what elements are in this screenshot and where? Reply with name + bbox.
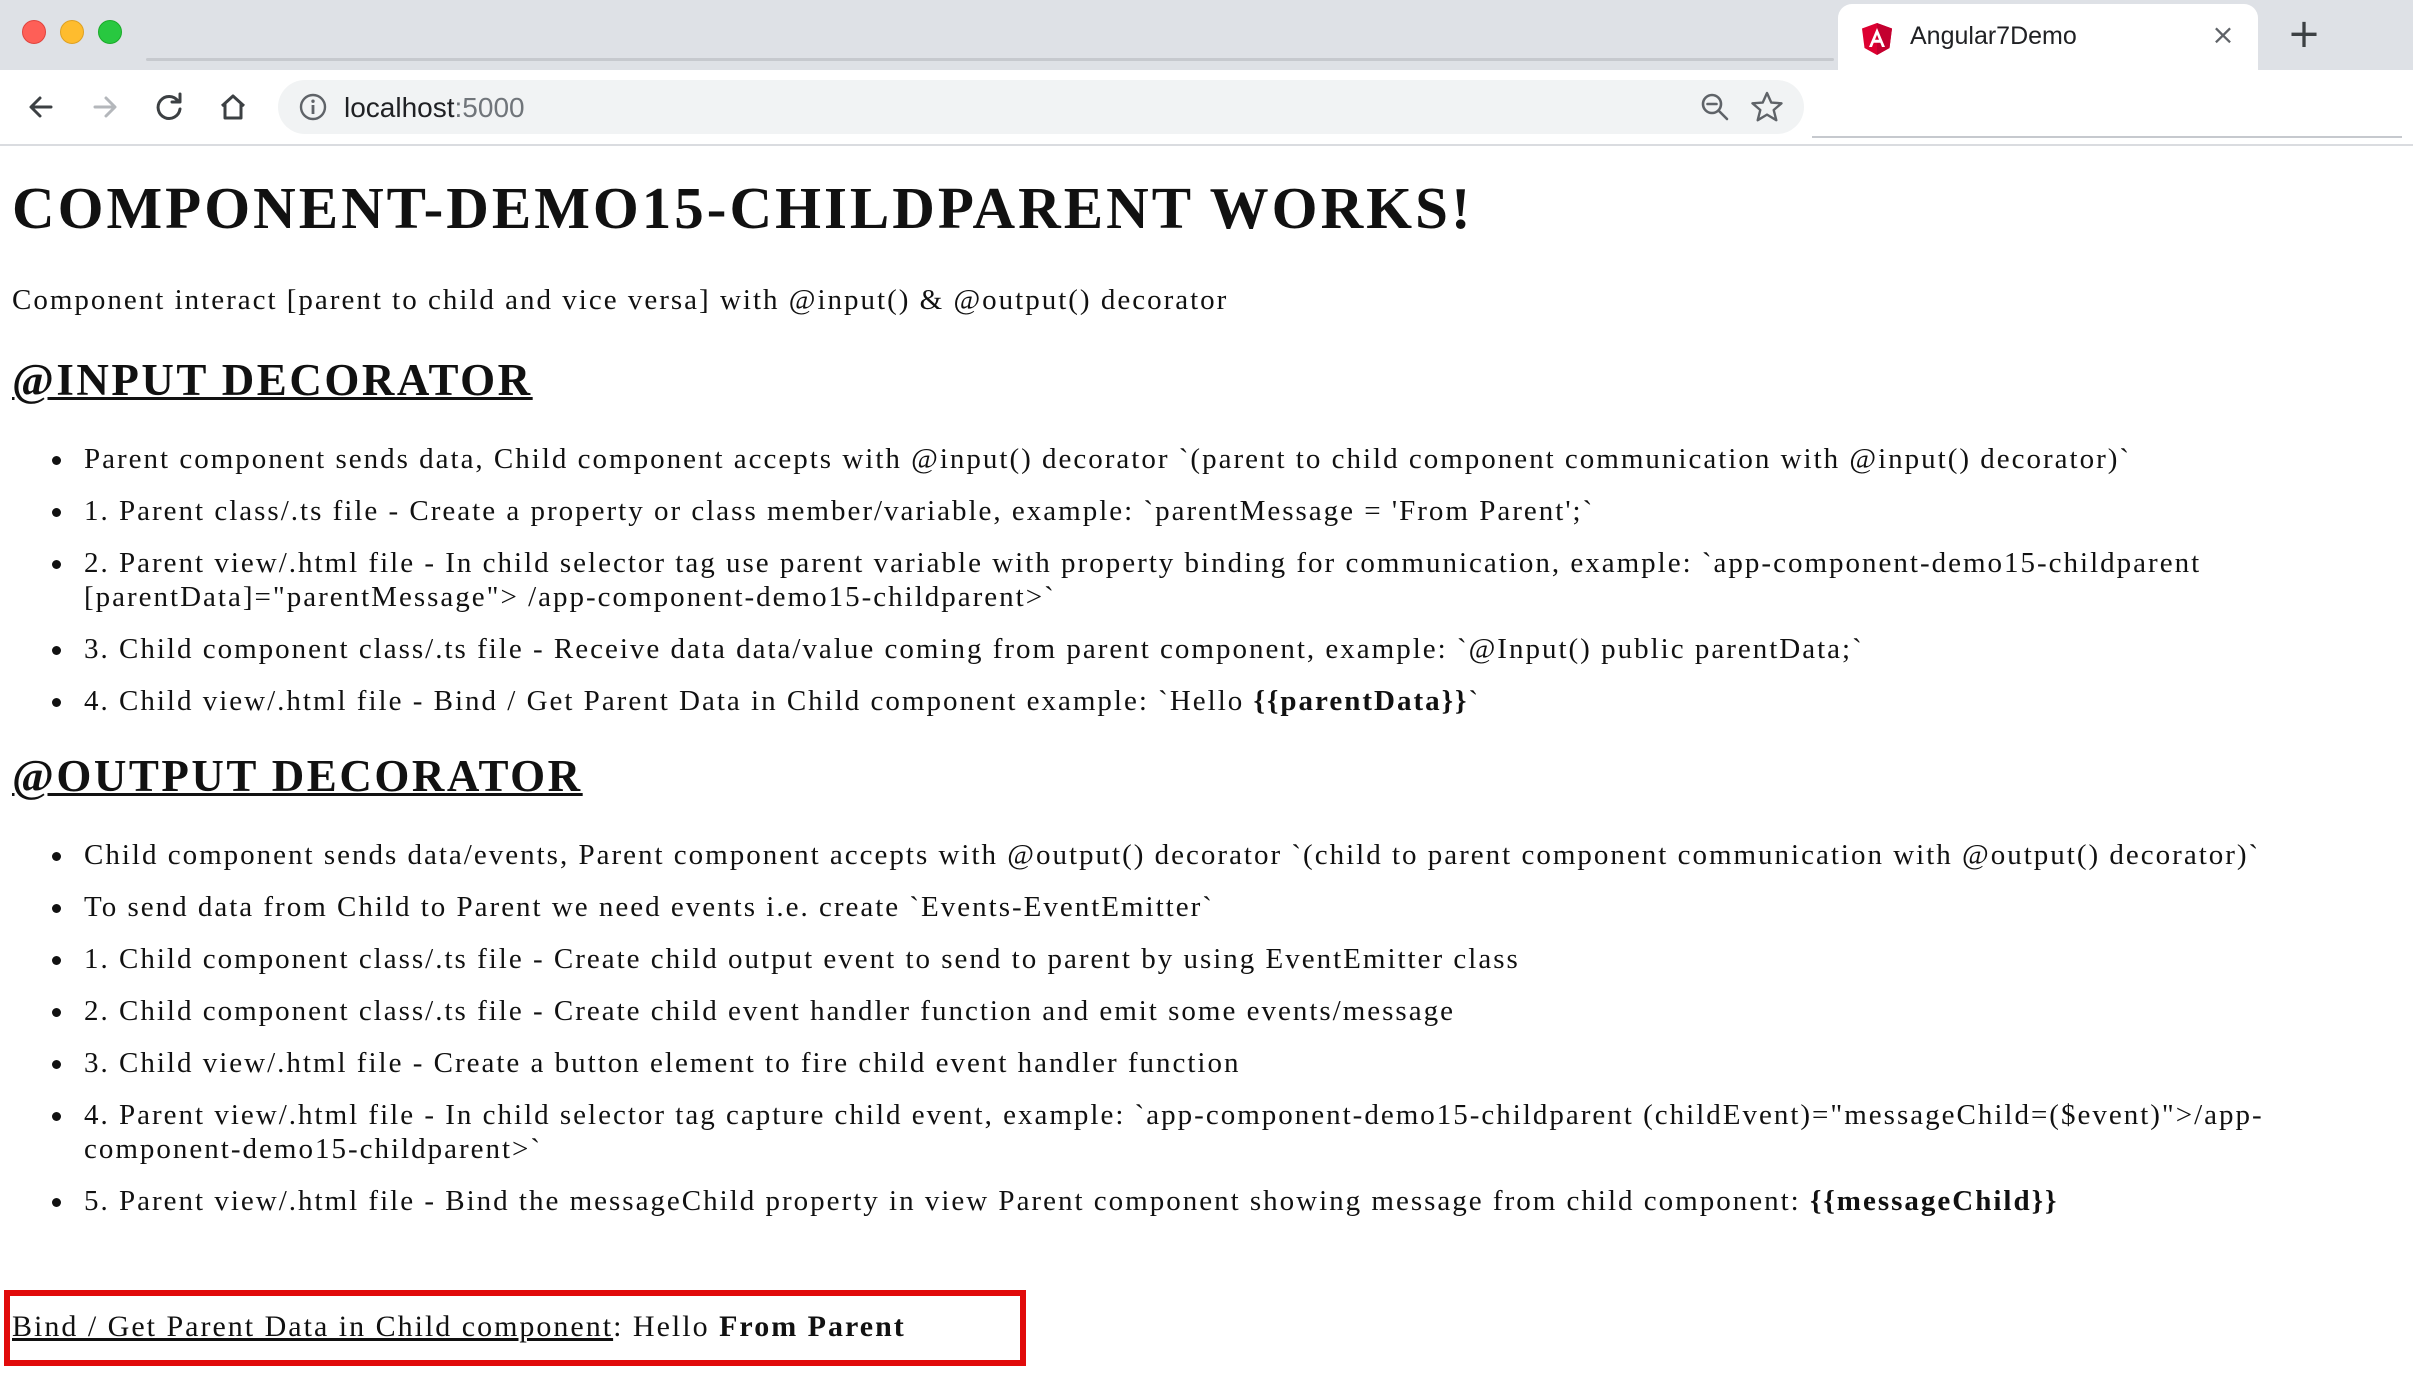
list-item-text: 1. Child component class/.ts file - Create child output event to send to parent by using EventEmitter class	[84, 943, 1520, 975]
list-item-text: 2. Parent view/.html file - In child selector tag use parent variable with property binding for communication, example: `app-component-demo15-childparent [parentData]="parentMessage"> /app-component-demo15-childparent>`	[84, 547, 2202, 613]
tab-strip-divider	[146, 58, 1834, 61]
page-title: COMPONENT-DEMO15-CHILDPARENT WORKS!	[12, 175, 1474, 241]
bullet-icon	[52, 852, 61, 861]
list-item-text: To send data from Child to Parent we need events i.e. create `Events-EventEmitter`	[84, 891, 1214, 923]
list-item	[48, 1098, 2403, 1166]
window-minimize-button[interactable]	[60, 20, 84, 44]
list-item-text: 4. Parent view/.html file - In child selector tag capture child event, example: `app-component-demo15-childparent (childEvent)="messageChild=($event)">/app-component-demo15-childparent>`	[84, 1099, 2264, 1165]
result-separator: : Hello	[613, 1310, 720, 1343]
list-item-text: 3. Child view/.html file - Create a button element to fire child event handler function	[84, 1047, 1241, 1079]
message-child-binding: {{messageChild}}	[1809, 1185, 2059, 1217]
new-tab-button[interactable]: +	[2287, 11, 2321, 57]
tab-title: Angular7Demo	[1910, 22, 2077, 50]
tab-strip	[0, 0, 2413, 70]
bullet-icon	[52, 1112, 61, 1121]
bookmark-star-icon[interactable]	[1748, 88, 1786, 126]
input-decorator-list	[48, 442, 2403, 736]
bullet-icon	[52, 1060, 61, 1069]
bullet-icon	[52, 904, 61, 913]
reload-icon[interactable]	[146, 84, 192, 130]
url-host: localhost	[344, 92, 455, 123]
window-close-button[interactable]	[22, 20, 46, 44]
url-text	[344, 92, 525, 124]
list-item-suffix: `	[1468, 685, 1481, 717]
list-item	[48, 994, 2403, 1028]
list-item-text: Child component sends data/events, Parent component accepts with @output() decorator `(child to parent component communication with @output() decorator)`	[84, 839, 2261, 871]
list-item-text: 4. Child view/.html file - Bind / Get Parent Data in Child component example: `Hello	[84, 685, 1254, 717]
tab-angular7demo[interactable]	[1838, 4, 2258, 70]
bullet-icon	[52, 456, 61, 465]
result-value: From Parent	[719, 1310, 906, 1343]
bullet-icon	[52, 698, 61, 707]
parent-data-binding: {{parentData}}	[1253, 685, 1469, 717]
bullet-icon	[52, 646, 61, 655]
tab-close-icon[interactable]: ×	[2211, 18, 2235, 51]
list-item-text: 2. Child component class/.ts file - Create child event handler function and emit some events/message	[84, 995, 1455, 1027]
info-icon[interactable]	[298, 92, 328, 122]
list-item-text: Parent component sends data, Child component accepts with @input() decorator `(parent to child component communication with @input() decorator)`	[84, 443, 2132, 475]
browser-toolbar	[0, 70, 2413, 146]
toolbar-divider	[1812, 136, 2402, 138]
bullet-icon	[52, 1008, 61, 1017]
window-maximize-button[interactable]	[98, 20, 122, 44]
list-item	[48, 838, 2403, 872]
child-result-line	[12, 1310, 906, 1344]
url-port: :5000	[454, 92, 525, 123]
output-decorator-heading: @OUTPUT DECORATOR	[12, 751, 583, 801]
angular-logo-icon	[1860, 22, 1894, 56]
list-item	[48, 632, 2403, 666]
list-item-text: 1. Parent class/.ts file - Create a property or class member/variable, example: `parentMessage = 'From Parent';`	[84, 495, 1595, 527]
output-decorator-list	[48, 838, 2403, 1236]
list-item	[48, 546, 2403, 614]
bullet-icon	[52, 560, 61, 569]
list-item	[48, 1046, 2403, 1080]
list-item-text: 3. Child component class/.ts file - Receive data data/value coming from parent component, example: `@Input() public parentData;`	[84, 633, 1864, 665]
back-arrow-icon[interactable]	[18, 84, 64, 130]
forward-arrow-icon[interactable]	[82, 84, 128, 130]
list-item	[48, 494, 2403, 528]
intro-text: Component interact [parent to child and vice versa] with @input() & @output() decorator	[12, 284, 1229, 316]
input-decorator-heading: @INPUT DECORATOR	[12, 355, 533, 405]
list-item	[48, 1184, 2403, 1218]
home-icon[interactable]	[210, 84, 256, 130]
list-item	[48, 442, 2403, 476]
bullet-icon	[52, 508, 61, 517]
zoom-out-icon[interactable]	[1698, 90, 1732, 124]
result-link[interactable]: Bind / Get Parent Data in Child component	[12, 1310, 614, 1343]
bullet-icon	[52, 956, 61, 965]
list-item	[48, 890, 2403, 924]
list-item	[48, 942, 2403, 976]
page-content	[0, 146, 2413, 1380]
list-item-text: 5. Parent view/.html file - Bind the messageChild property in view Parent component showing message from child component:	[84, 1185, 1810, 1217]
address-bar[interactable]	[278, 80, 1804, 134]
list-item	[48, 684, 2403, 718]
bullet-icon	[52, 1198, 61, 1207]
